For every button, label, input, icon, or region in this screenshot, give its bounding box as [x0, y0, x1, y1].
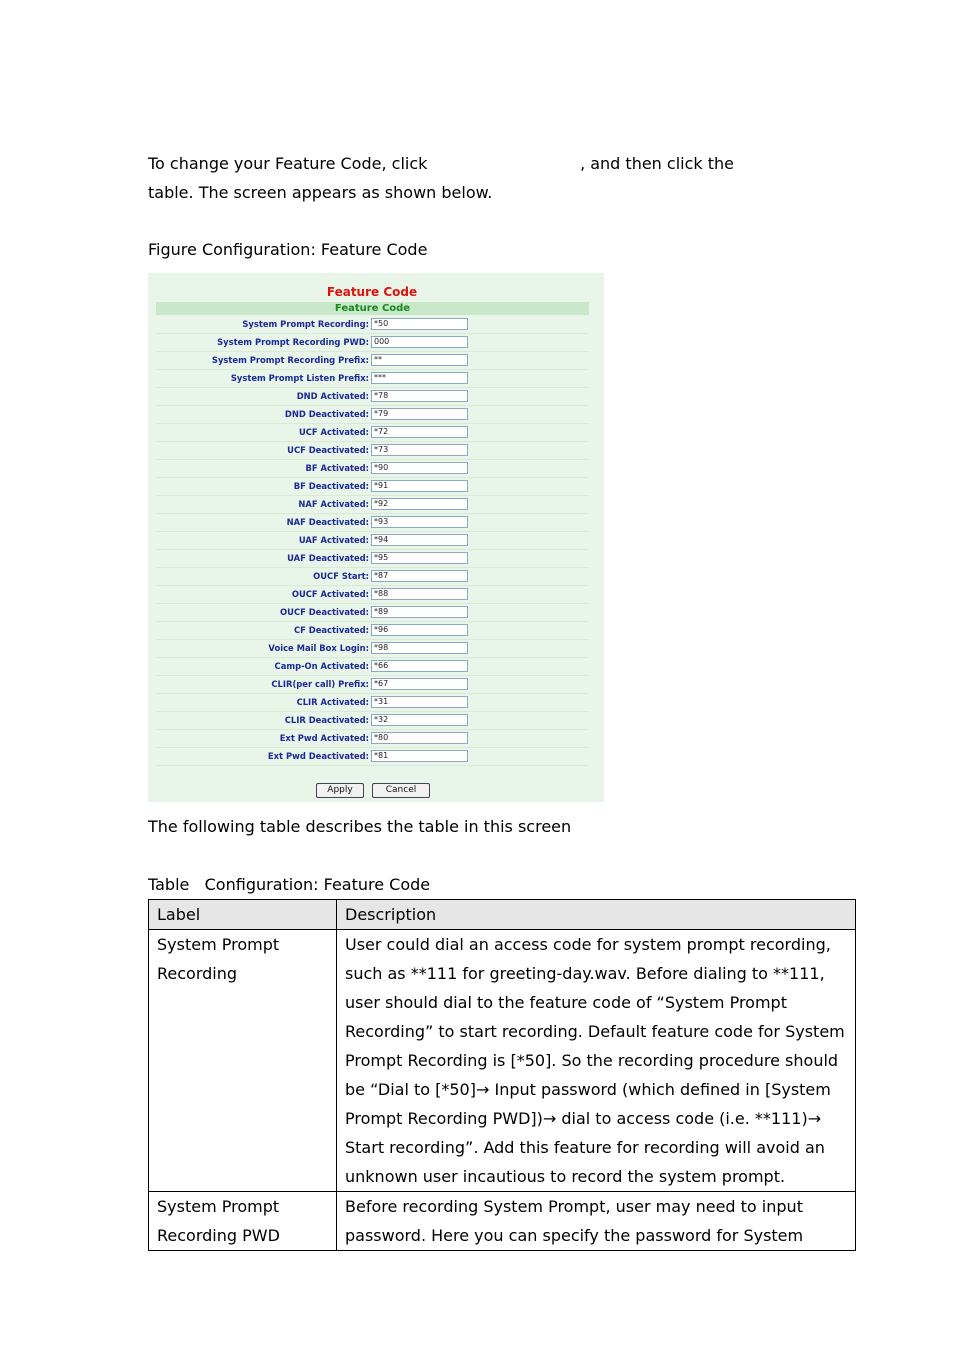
form-row [156, 334, 589, 352]
feature-code-input[interactable]: 000 [371, 336, 468, 348]
field-label: Camp-On Activated: [274, 661, 369, 671]
feature-code-form [156, 316, 589, 766]
screenshot-title: Feature Code [326, 285, 418, 299]
field-label: OUCF Deactivated: [280, 607, 369, 617]
form-row [156, 730, 589, 748]
form-row [156, 442, 589, 460]
field-label: UAF Activated: [298, 535, 369, 545]
feature-code-input[interactable]: *94 [371, 534, 468, 546]
feature-code-input[interactable]: *92 [371, 498, 468, 510]
table-caption: Table Configuration: Feature Code [148, 875, 431, 894]
feature-code-input[interactable]: ** [371, 354, 468, 366]
feature-code-input[interactable]: *50 [371, 318, 468, 330]
form-row [156, 406, 589, 424]
row-description: Before recording System Prompt, user may need to input password. Here you can specify the password for System [337, 1192, 856, 1251]
form-row [156, 712, 589, 730]
field-label: UAF Deactivated: [287, 553, 369, 563]
field-label: DND Activated: [296, 391, 369, 401]
feature-code-input[interactable]: *98 [371, 642, 468, 654]
form-row [156, 370, 589, 388]
feature-code-input[interactable]: *96 [371, 624, 468, 636]
feature-code-input[interactable]: *95 [371, 552, 468, 564]
field-label: Ext Pwd Deactivated: [267, 751, 369, 761]
field-label: UCF Deactivated: [287, 445, 369, 455]
field-label: OUCF Start: [313, 571, 369, 581]
form-row [156, 514, 589, 532]
feature-code-input[interactable]: *91 [371, 480, 468, 492]
form-row [156, 388, 589, 406]
field-label: BF Activated: [305, 463, 369, 473]
form-row [156, 568, 589, 586]
form-row [156, 550, 589, 568]
table-row [149, 930, 856, 1192]
feature-code-input[interactable]: *88 [371, 588, 468, 600]
field-label: CLIR Activated: [296, 697, 369, 707]
form-row [156, 496, 589, 514]
header-description: Description [337, 900, 856, 930]
feature-code-input[interactable]: *93 [371, 516, 468, 528]
field-label: NAF Activated: [298, 499, 369, 509]
cancel-button[interactable]: Cancel [372, 783, 430, 798]
row-label: System Prompt Recording PWD [149, 1192, 337, 1251]
field-label: NAF Deactivated: [286, 517, 369, 527]
feature-code-input[interactable]: *67 [371, 678, 468, 690]
form-row [156, 478, 589, 496]
intro-text-part1: To change your Feature Code, click [148, 154, 428, 173]
feature-code-description-table [148, 899, 856, 1251]
intro-text-part2: , and then click the [580, 154, 734, 173]
figure-caption: Figure Configuration: Feature Code [148, 240, 428, 259]
intro-line-2: table. The screen appears as shown below. [148, 183, 493, 202]
field-label: BF Deactivated: [293, 481, 369, 491]
table-row [149, 1192, 856, 1251]
feature-code-input[interactable]: *90 [371, 462, 468, 474]
field-label: Ext Pwd Activated: [279, 733, 369, 743]
form-row [156, 748, 589, 766]
table-header-row [149, 900, 856, 930]
feature-code-input[interactable]: *73 [371, 444, 468, 456]
form-row [156, 352, 589, 370]
feature-code-input[interactable]: *32 [371, 714, 468, 726]
feature-code-input[interactable]: *87 [371, 570, 468, 582]
feature-code-input[interactable]: *66 [371, 660, 468, 672]
field-label: CF Deactivated: [293, 625, 369, 635]
feature-code-input[interactable]: *81 [371, 750, 468, 762]
header-label: Label [149, 900, 337, 930]
field-label: OUCF Activated: [291, 589, 369, 599]
form-row [156, 586, 589, 604]
table-intro-text: The following table describes the table in this screen [148, 817, 572, 836]
feature-code-input[interactable]: *72 [371, 426, 468, 438]
field-label: System Prompt Listen Prefix: [230, 373, 369, 383]
form-row [156, 604, 589, 622]
screenshot-section-header: Feature Code [156, 302, 589, 315]
field-label: CLIR(per call) Prefix: [271, 679, 369, 689]
feature-code-input[interactable]: *31 [371, 696, 468, 708]
feature-code-input[interactable]: *** [371, 372, 468, 384]
feature-code-input[interactable]: *79 [371, 408, 468, 420]
field-label: DND Deactivated: [284, 409, 369, 419]
form-row [156, 658, 589, 676]
field-label: CLIR Deactivated: [284, 715, 369, 725]
feature-code-input[interactable]: *89 [371, 606, 468, 618]
row-label: System Prompt Recording [149, 930, 337, 1192]
feature-code-input[interactable]: *80 [371, 732, 468, 744]
form-row [156, 424, 589, 442]
form-row [156, 676, 589, 694]
field-label: System Prompt Recording PWD: [217, 337, 369, 347]
form-row [156, 694, 589, 712]
feature-code-screenshot [148, 273, 604, 802]
apply-button[interactable]: Apply [316, 783, 364, 798]
field-label: Voice Mail Box Login: [268, 643, 369, 653]
row-description: User could dial an access code for system prompt recording, such as **111 for greeting-day.wav. Before dialing to **111, user should dial to the feature code of “System Prompt Recording” to start recording. Default feature code for System Prompt Recording is [*50]. So the recording procedure should be “Dial to [*50]→ Input password (which defined in [System Prompt Recording PWD])→ dial to access code (i.e. **111)→ Start recording”. Add this feature for recording will avoid an unknown user incautious to record the system prompt. [337, 930, 856, 1192]
field-label: UCF Activated: [298, 427, 369, 437]
feature-code-input[interactable]: *78 [371, 390, 468, 402]
field-label: System Prompt Recording Prefix: [211, 355, 369, 365]
intro-line-1 [148, 149, 734, 178]
form-row [156, 640, 589, 658]
form-row [156, 460, 589, 478]
form-row [156, 316, 589, 334]
field-label: System Prompt Recording: [242, 319, 369, 329]
form-row [156, 622, 589, 640]
form-row [156, 532, 589, 550]
